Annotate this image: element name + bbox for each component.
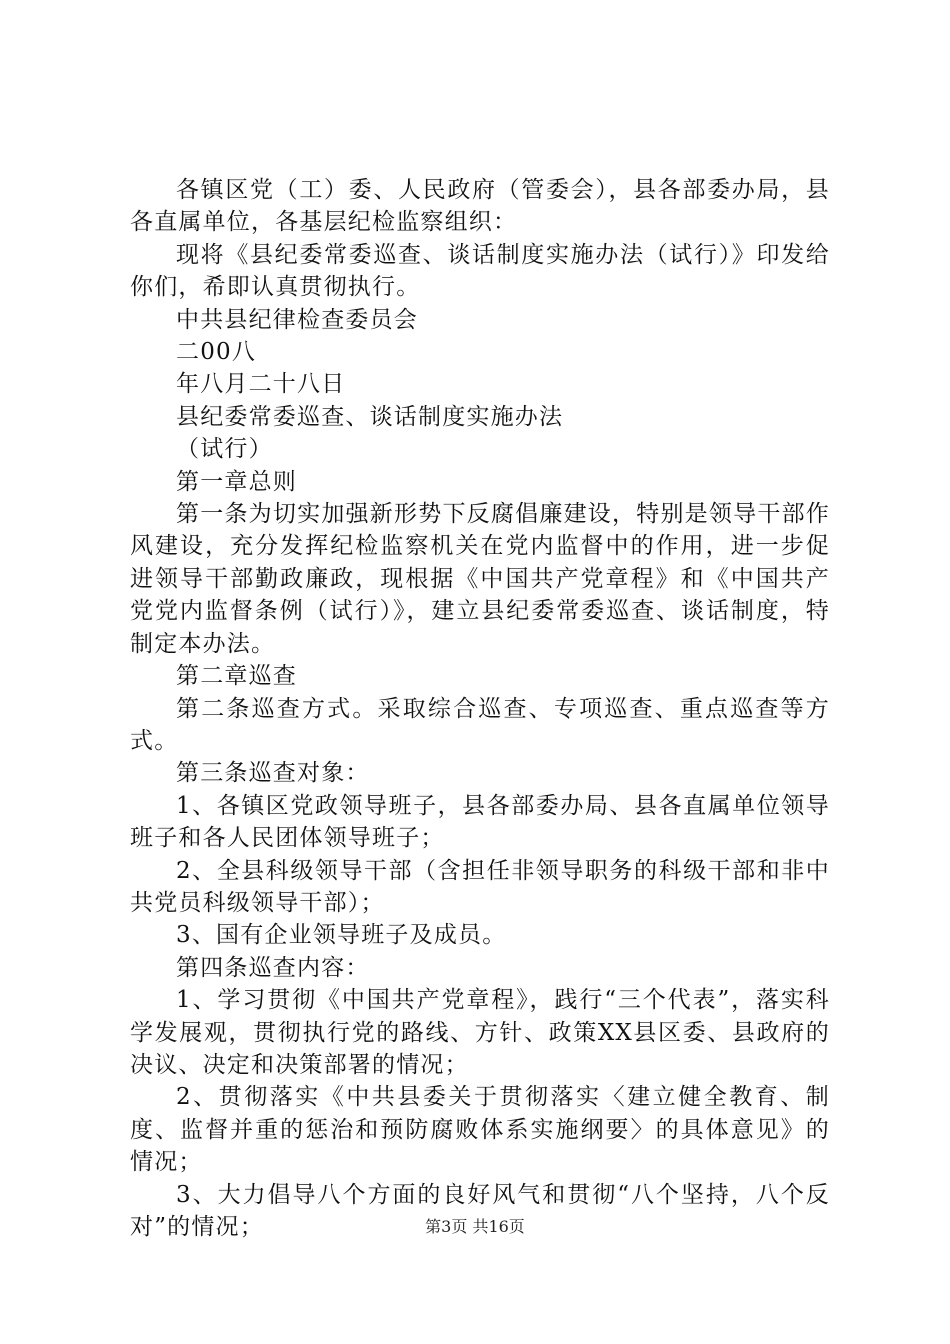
paragraph-article-4-item-2: 2、贯彻落实《中共县委关于贯彻落实〈建立健全教育、制度、监督并重的惩治和预防腐败体系实施纲要〉的具体意见》的情况； [130,1084,830,1176]
paragraph-article-4: 第四条巡查内容： [176,954,370,981]
paragraph-salutation: 各镇区党（工）委、人民政府（管委会），县各部委办局，县各直属单位，各基层纪检监察组织： [130,177,830,236]
paragraph-notice: 现将《县纪委常委巡查、谈话制度实施办法（试行）》印发给你们，希即认真贯彻执行。 [130,241,830,301]
paragraph-doc-subtitle: （试行） [176,436,273,463]
paragraph-article-3-item-2: 2、全县科级领导干部（含担任非领导职务的科级干部和非中共党员科级领导干部）； [130,857,830,916]
paragraph-article-2: 第二条巡查方式。采取综合巡查、专项巡查、重点巡查等方式。 [130,695,830,754]
paragraph-article-3: 第三条巡查对象： [176,760,370,787]
paragraph-issuer: 中共县纪律检查委员会 [176,306,418,333]
paragraph-article-4-item-1: 1、学习贯彻《中国共产党章程》，践行“三个代表”，落实科学发展观，贯彻执行党的路线、方针、政策XX县区委、县政府的决议、决定和决策部署的情况； [130,987,830,1078]
page-number-footer: 第3页 共16页 [425,1217,525,1236]
paragraph-chapter-2: 第二章巡查 [176,663,297,690]
paragraph-article-1: 第一条为切实加强新形势下反腐倡廉建设，特别是领导干部作风建设，充分发挥纪检监察机关在党内监督中的作用，进一步促进领导干部勤政廉政，现根据《中国共产党章程》和《中国共产党党内监督条例（试行）》，建立县纪委常委巡查、谈话制度，特制定本办法。 [130,501,830,657]
paragraph-article-3-item-1: 1、各镇区党政领导班子，县各部委办局、县各直属单位领导班子和各人民团体领导班子； [130,792,830,852]
paragraph-doc-title: 县纪委常委巡查、谈话制度实施办法 [176,403,564,430]
paragraph-date: 年八月二十八日 [176,371,346,398]
paragraph-article-3-item-3: 3、国有企业领导班子及成员。 [176,922,507,949]
paragraph-year: 二00八 [176,339,257,366]
paragraph-chapter-1: 第一章总则 [176,468,297,495]
paragraph-article-4-item-3: 3、大力倡导八个方面的良好风气和贯彻“八个坚持，八个反对”的情况； [130,1181,830,1240]
document-body [130,174,830,1243]
